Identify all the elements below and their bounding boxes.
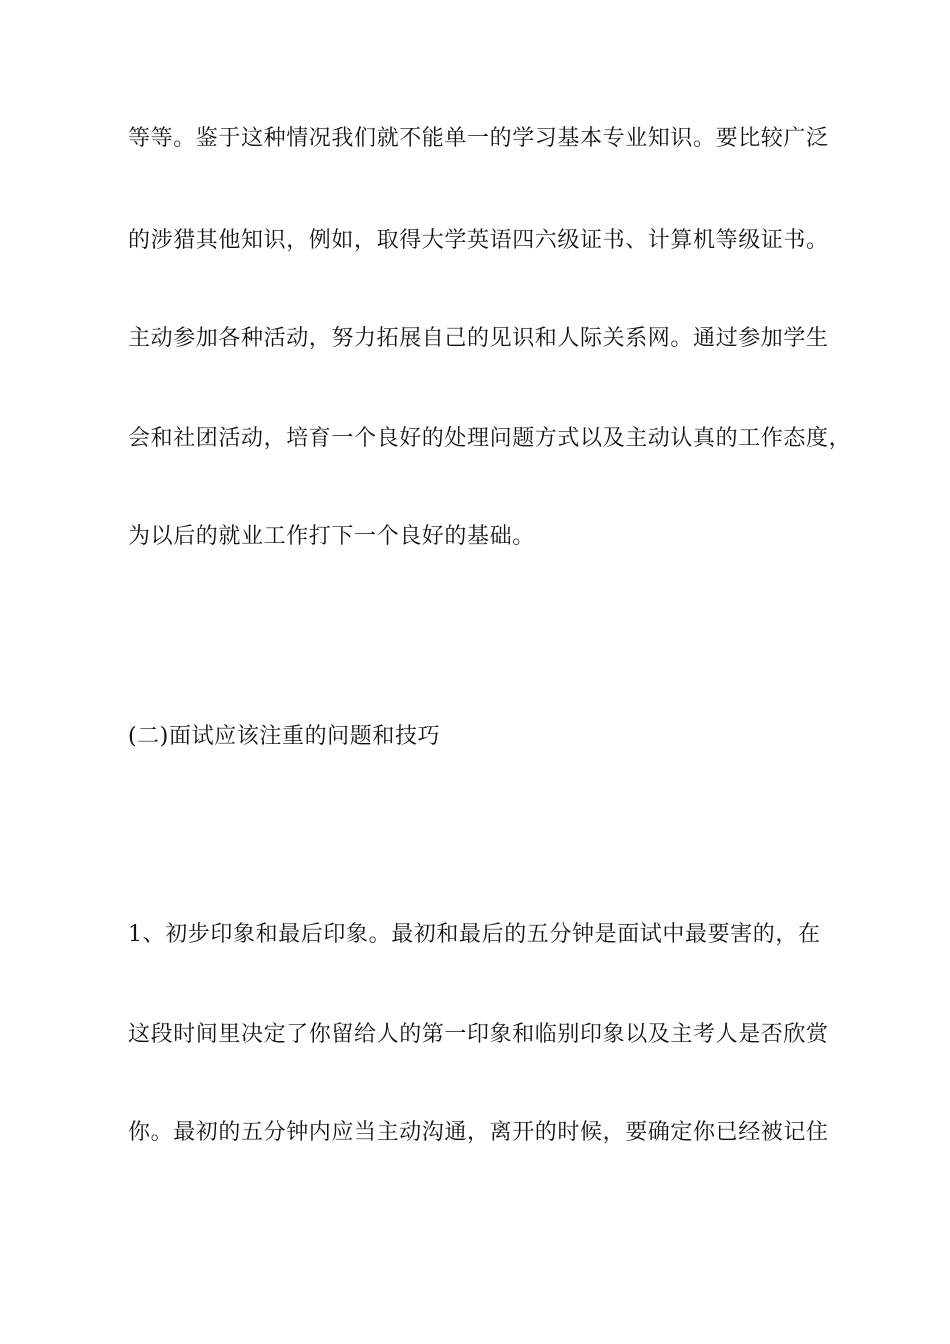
paragraph-line: 1、初步印象和最后印象。最初和最后的五分钟是面试中最要害的，在 xyxy=(128,922,821,947)
paragraph-line: 会和社团活动，培育一个良好的处理问题方式以及主动认真的工作态度， xyxy=(128,426,852,451)
paragraph-line: 为以后的就业工作打下一个良好的基础。 xyxy=(128,524,535,549)
paragraph-line: 等等。鉴于这种情况我们就不能单一的学习基本专业知识。要比较广泛 xyxy=(128,126,829,151)
section-heading: (二)面试应该注重的问题和技巧 xyxy=(128,724,441,749)
paragraph-line: 的涉猎其他知识，例如，取得大学英语四六级证书、计算机等级证书。 xyxy=(128,228,829,253)
paragraph-line: 主动参加各种活动，努力拓展自己的见识和人际关系网。通过参加学生 xyxy=(128,326,829,351)
paragraph-line: 你。最初的五分钟内应当主动沟通，离开的时候，要确定你已经被记住 xyxy=(128,1120,829,1145)
paragraph-line: 这段时间里决定了你留给人的第一印象和临别印象以及主考人是否欣赏 xyxy=(128,1022,829,1047)
